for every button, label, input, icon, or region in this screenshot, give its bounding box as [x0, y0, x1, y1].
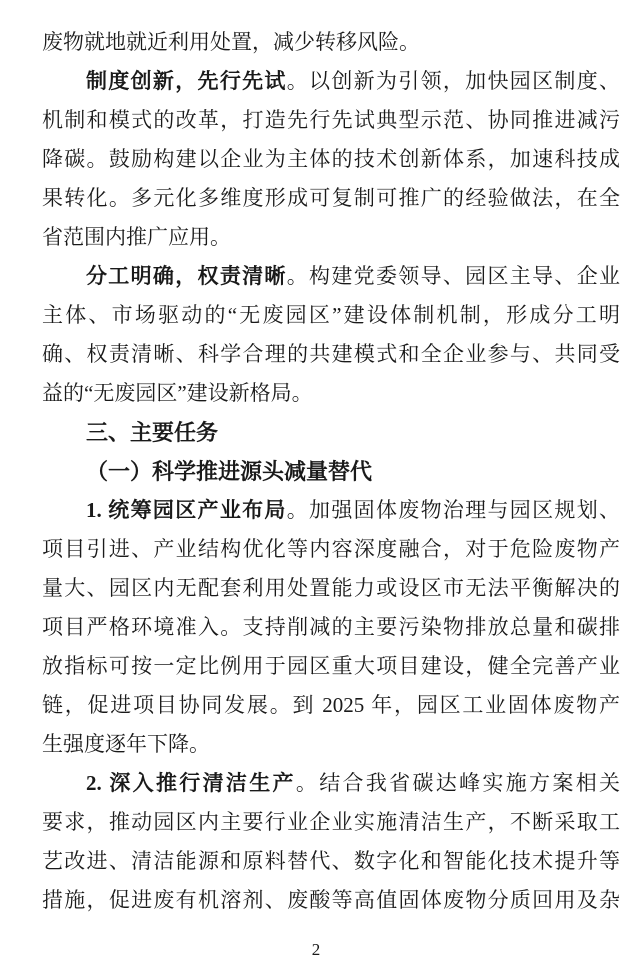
text-segment: 项目严格环境准入。支持削减的主要污染物排放总量和碳排	[42, 615, 620, 639]
text-line	[42, 140, 620, 179]
text-segment: 放指标可按一定比例用于园区重大项目建设，健全完善产业	[42, 654, 620, 678]
text-line	[42, 374, 620, 413]
text-line	[42, 179, 620, 218]
text-segment-bold: 2. 深入推行清洁生产	[86, 771, 296, 795]
text-segment: 果转化。多元化多维度形成可复制可推广的经验做法，在全	[42, 186, 620, 210]
text-line	[42, 452, 620, 491]
text-segment-bold: 1. 统筹园区产业布局	[86, 498, 287, 522]
text-segment: 主体、市场驱动的“无废园区”建设体制机制，形成分工明	[42, 303, 620, 327]
text-segment: 确、权责清晰、科学合理的共建模式和全企业参与、共同受	[42, 342, 620, 366]
text-segment: 。构建党委领导、园区主导、企业	[286, 264, 620, 288]
text-segment: 措施，促进废有机溶剂、废酸等高值固体废物分质回用及杂	[42, 888, 620, 912]
text-segment: 降碳。鼓励构建以企业为主体的技术创新体系，加速科技成	[42, 147, 620, 171]
text-line	[42, 62, 620, 101]
text-segment: 生强度逐年下降。	[42, 732, 210, 756]
text-segment: 要求，推动园区内主要行业企业实施清洁生产，不断采取工	[42, 810, 620, 834]
text-segment-bold: 三、主要任务	[86, 420, 219, 445]
text-segment: 项目引进、产业结构优化等内容深度融合，对于危险废物产	[42, 537, 620, 561]
text-line	[42, 101, 620, 140]
text-segment: 。结合我省碳达峰实施方案相关	[295, 771, 620, 795]
text-line	[42, 413, 620, 452]
text-line	[42, 218, 620, 257]
text-segment: 省范围内推广应用。	[42, 225, 231, 249]
text-segment-bold: 制度创新，先行先试	[86, 69, 287, 93]
text-segment: 链，促进项目协同发展。到 2025 年，园区工业固体废物产	[42, 693, 620, 717]
text-line	[42, 23, 620, 62]
text-line	[42, 803, 620, 842]
text-line	[42, 608, 620, 647]
text-line	[42, 491, 620, 530]
text-line	[42, 569, 620, 608]
page-number: 2	[311, 940, 321, 959]
text-line	[42, 335, 620, 374]
text-segment-bold: 分工明确，权责清晰	[86, 264, 287, 288]
text-line	[42, 881, 620, 920]
text-line	[42, 647, 620, 686]
text-line	[42, 764, 620, 803]
text-line	[42, 530, 620, 569]
text-segment-bold: （一）科学推进源头减量替代	[86, 459, 373, 484]
text-line	[42, 296, 620, 335]
text-line	[42, 725, 620, 764]
text-line	[42, 686, 620, 725]
text-segment: 。以创新为引领，加快园区制度、	[286, 69, 620, 93]
text-line	[42, 257, 620, 296]
text-line	[42, 842, 620, 881]
document-body	[42, 23, 620, 920]
text-segment: 。加强固体废物治理与园区规划、	[286, 498, 620, 522]
text-segment: 废物就地就近利用处置，减少转移风险。	[42, 30, 420, 54]
text-segment: 艺改进、清洁能源和原料替代、数字化和智能化技术提升等	[42, 849, 620, 873]
text-segment: 量大、园区内无配套利用处置能力或设区市无法平衡解决的	[42, 576, 620, 600]
text-segment: 益的“无废园区”建设新格局。	[42, 381, 313, 405]
text-segment: 机制和模式的改革，打造先行先试典型示范、协同推进减污	[42, 108, 620, 132]
